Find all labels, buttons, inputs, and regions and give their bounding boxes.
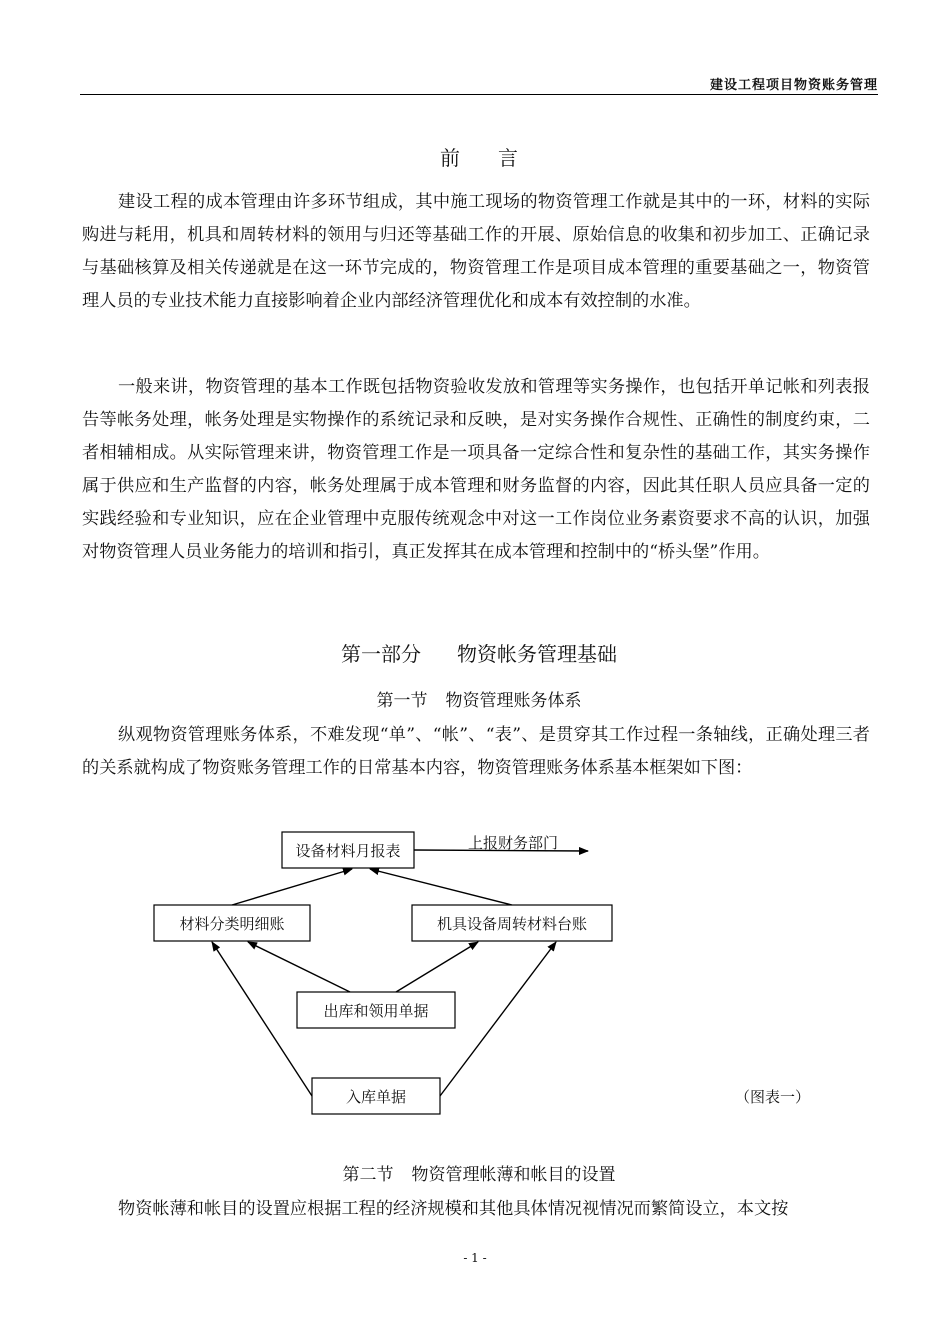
box-equipment-ledger-label: 机具设备周转材料台账 bbox=[436, 915, 588, 933]
box-material-ledger bbox=[154, 905, 310, 941]
preface-title: 前言 bbox=[440, 146, 556, 170]
section-2-paragraph: 物资帐薄和帐目的设置应根据工程的经济规模和其他具体情况视情况而繁简设立，本文按 bbox=[118, 1199, 789, 1219]
section-2-heading bbox=[80, 1160, 878, 1185]
box-inbound-slip-label: 入库单据 bbox=[345, 1088, 407, 1106]
accounting-system-diagram bbox=[0, 820, 950, 1120]
arrow-outbound-to-equipment bbox=[396, 942, 478, 992]
arrow-outbound-to-material bbox=[248, 942, 350, 992]
box-monthly-report-label: 设备材料月报表 bbox=[295, 842, 401, 860]
section-2-title: 物资管理帐薄和帐目的设置 bbox=[411, 1165, 616, 1185]
preface-paragraph-1: 建设工程的成本管理由许多环节组成，其中施工现场的物资管理工作就是其中的一环，材料的实际购进与耗用，机具和周转材料的领用与归还等基础工作的开展、原始信息的收集和初步加工、正确记录与基础核算及相关传递就是在这一环节完成的，物资管理工作是项目成本管理的重要基础之一，物资管理人员的专业技术能力直接影响着企业内部经济管理优化和成本有效控制的水准。 bbox=[82, 192, 870, 311]
arrow-material-to-report bbox=[232, 869, 352, 905]
header-divider bbox=[80, 94, 878, 95]
box-equipment-ledger bbox=[412, 905, 612, 941]
section-1-heading bbox=[80, 686, 878, 711]
box-outbound-slip bbox=[297, 992, 455, 1028]
section-2-number: 第二节 bbox=[342, 1165, 394, 1185]
box-inbound-slip bbox=[312, 1078, 440, 1114]
arrow-inbound-to-equipment bbox=[440, 942, 556, 1096]
running-header-title: 建设工程项目物资账务管理 bbox=[709, 78, 878, 93]
box-material-ledger-label: 材料分类明细账 bbox=[179, 915, 285, 933]
box-outbound-slip-label: 出库和领用单据 bbox=[323, 1002, 429, 1020]
arrow-equipment-to-report bbox=[370, 869, 512, 905]
report-arrow-label: 上报财务部门 bbox=[468, 834, 559, 852]
part-heading bbox=[80, 638, 878, 667]
part-title: 物资帐务管理基础 bbox=[457, 642, 617, 666]
preface-paragraph-2: 一般来讲，物资管理的基本工作既包括物资验收发放和管理等实务操作，也包括开单记帐和列表报告等帐务处理，帐务处理是实物操作的系统记录和反映，是对实务操作合规性、正确性的制度约束，二者相辅相成。从实际管理来讲，物资管理工作是一项具备一定综合性和复杂性的基础工作，其实务操作属于供应和生产监督的内容，帐务处理属于成本管理和财务监督的内容，因此其任职人员应具备一定的实践经验和专业知识，应在企业管理中克服传统观念中对这一工作岗位业务素资要求不高的认识，加强对物资管理人员业务能力的培训和指引，真正发挥其在成本管理和控制中的“桥头堡”作用。 bbox=[82, 377, 870, 562]
part-number: 第一部分 bbox=[341, 642, 421, 666]
page-number: - 1 - bbox=[463, 1251, 487, 1265]
box-monthly-report bbox=[282, 832, 414, 868]
section-1-paragraph: 纵观物资管理账务体系，不难发现“单”、“帐”、“表”、是贯穿其工作过程一条轴线，正确处理三者的关系就构成了物资账务管理工作的日常基本内容，物资管理账务体系基本框架如下图： bbox=[82, 725, 870, 778]
figure-caption: （图表一） bbox=[734, 1088, 810, 1106]
section-1-title: 物资管理账务体系 bbox=[445, 691, 582, 711]
section-1-number: 第一节 bbox=[376, 691, 428, 711]
